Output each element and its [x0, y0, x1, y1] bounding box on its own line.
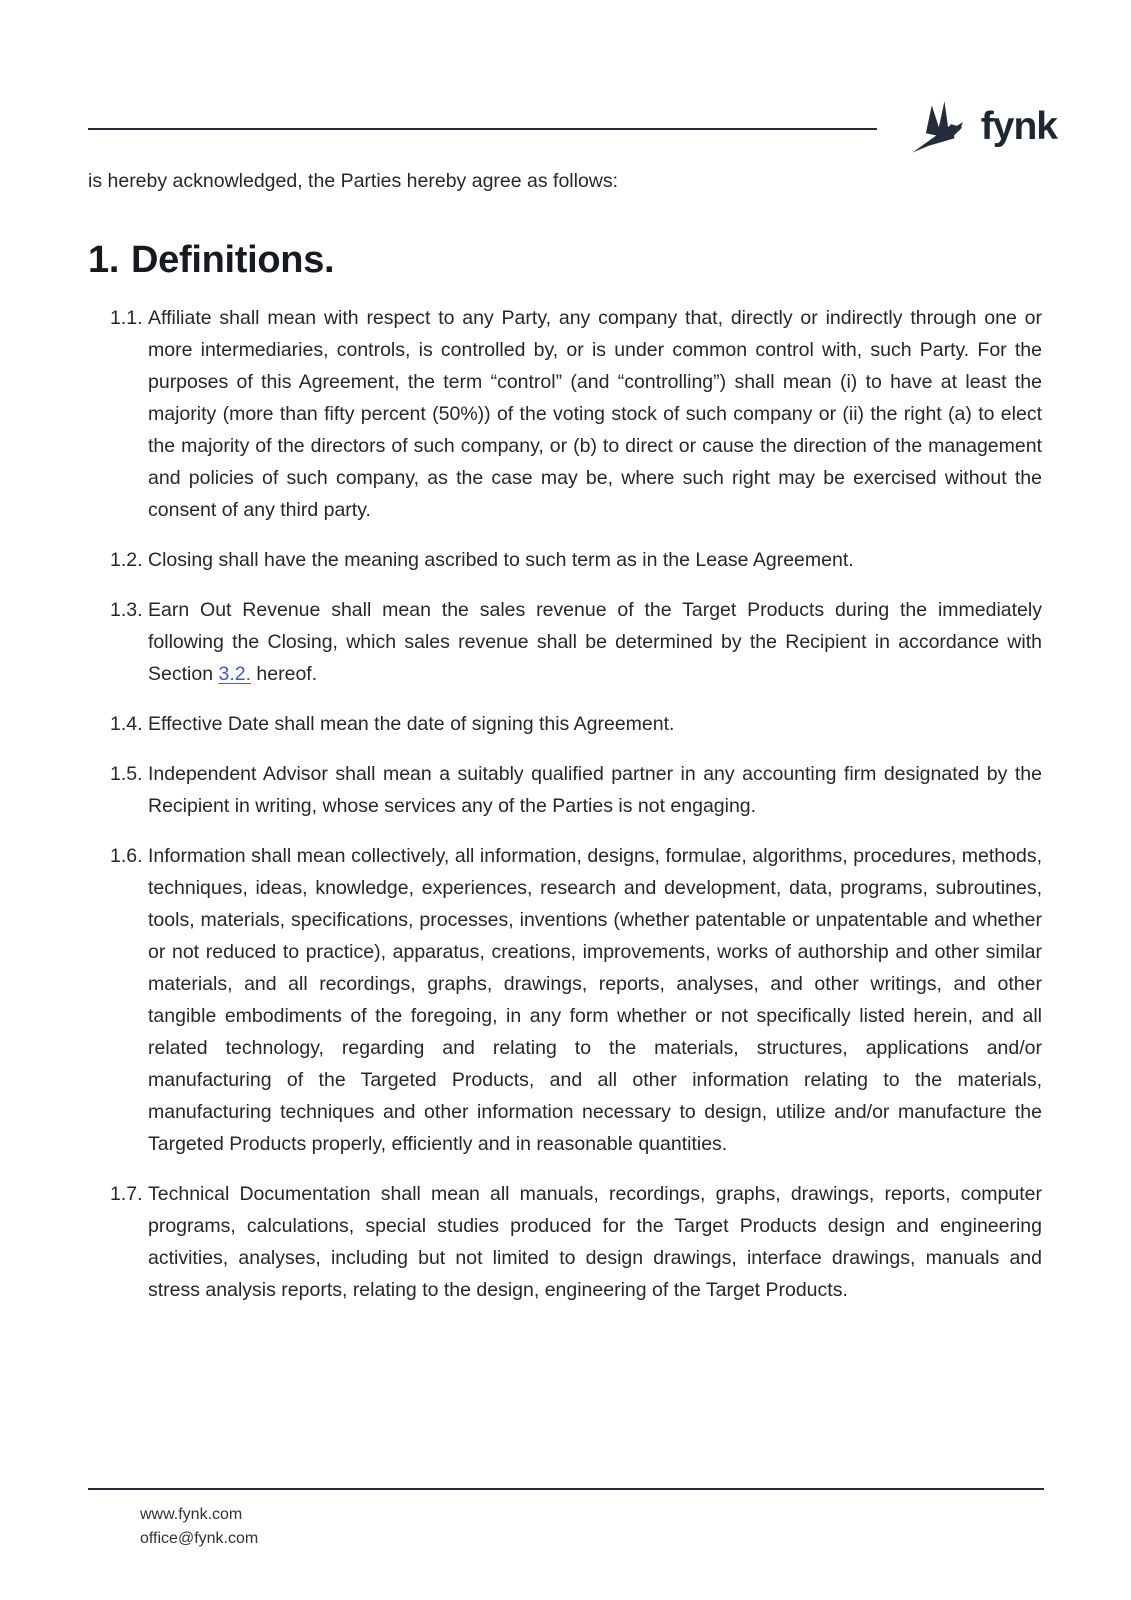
definition-number: 1.6. [110, 845, 143, 867]
definition-item-1-3 [88, 594, 1042, 690]
definition-number: 1.2. [110, 549, 143, 571]
origami-bird-icon [909, 100, 963, 158]
footer-website: www.fynk.com [140, 1506, 243, 1523]
section-heading [88, 238, 1042, 282]
definition-number: 1.4. [110, 713, 143, 735]
definition-item-1-1 [88, 302, 1042, 526]
definition-text-before-link: Earn Out Revenue shall mean the sales revenue of the Target Products during the immediately following the Closing, which sales revenue shall be determined by the Recipient in accordance with Section [148, 599, 1042, 685]
definition-number: 1.5. [110, 763, 143, 785]
definition-text-after-link: hereof. [251, 663, 318, 685]
definition-text: Information shall mean collectively, all information, designs, formulae, algorithms, procedures, methods, techniques, ideas, knowledge, experiences, research and development, data, programs, subroutines, tools, materials, specifications, processes, inventions (whether patentable or unpatentable and whether or not reduced to practice), apparatus, creations, improvements, works of authorship and other similar materials, and all recordings, graphs, drawings, reports, analyses, and other writings, and other tangible embodiments of the foregoing, in any form whether or not specifically listed herein, and all related technology, regarding and relating to the materials, structures, applications and/or manufacturing of the Targeted Products, and all other information relating to the materials, manufacturing techniques and other information necessary to design, utilize and/or manufacture the Targeted Products properly, efficiently and in reasonable quantities. [148, 845, 1042, 1155]
definition-item-1-2 [88, 544, 1042, 576]
definition-item-1-5 [88, 758, 1042, 822]
definition-text: Technical Documentation shall mean all manuals, recordings, graphs, drawings, reports, computer programs, calculations, special studies produced for the Target Products design and engineering activities, analyses, including but not limited to design drawings, interface drawings, manuals and stress analysis reports, relating to the design, engineering of the Target Products. [148, 1183, 1042, 1301]
definition-item-1-7 [88, 1178, 1042, 1306]
definition-item-1-4 [88, 708, 1042, 740]
definition-text [148, 594, 1042, 690]
footer-contact [140, 1503, 1044, 1551]
footer-divider [88, 1488, 1044, 1490]
header [0, 0, 1131, 162]
definition-number: 1.7. [110, 1183, 143, 1205]
definition-text: Closing shall have the meaning ascribed to such term as in the Lease Agreement. [148, 549, 854, 571]
footer [88, 1488, 1044, 1551]
section-heading-title: Definitions. [131, 239, 335, 281]
definitions-list [88, 302, 1042, 1306]
section-heading-number: 1. [88, 239, 120, 281]
section-3-2-link[interactable]: 3.2. [218, 663, 251, 685]
definition-number: 1.3. [110, 599, 143, 621]
intro-paragraph: is hereby acknowledged, the Parties hereby agree as follows: [88, 170, 619, 192]
fynk-logo [909, 100, 1057, 158]
definition-number: 1.1. [110, 307, 143, 329]
definition-item-1-6 [88, 840, 1042, 1160]
definition-text: Effective Date shall mean the date of signing this Agreement. [148, 713, 675, 735]
definition-text: Independent Advisor shall mean a suitably qualified partner in any accounting firm designated by the Recipient in writing, whose services any of the Parties is not engaging. [148, 763, 1042, 817]
footer-email: office@fynk.com [140, 1530, 259, 1547]
definition-text: Affiliate shall mean with respect to any Party, any company that, directly or indirectly through one or more intermediaries, controls, is controlled by, or is under common control with, such Party. For the purposes of this Agreement, the term “control” (and “controlling”) shall mean (i) to have at least the majority (more than fifty percent (50%)) of the voting stock of such company or (ii) the right (a) to elect the majority of the directors of such company, or (b) to direct or cause the direction of the management and policies of such company, as the case may be, where such right may be exercised without the consent of any third party. [148, 307, 1042, 521]
fynk-logo-text: fynk [980, 104, 1057, 148]
header-divider [88, 128, 877, 130]
